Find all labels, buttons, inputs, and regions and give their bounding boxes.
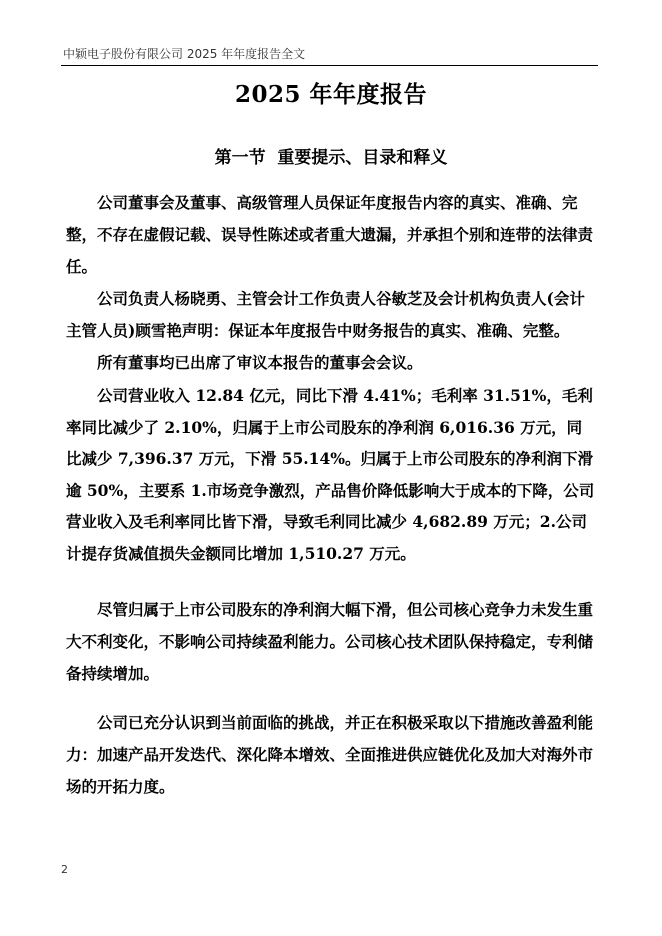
paragraph-block [66,283,596,347]
running-header: 中颖电子股份有限公司 2025 年年度报告全文 [63,47,306,61]
paragraph-financial-results: 公司营业收入 12.84 亿元，同比下滑 4.41%；毛利率 31.51%，毛利率同比减少了 2.10%，归属于上市公司股东的净利润 6,016.36 万元，同比减少 7,396.37 万元，下滑 55.14%。归属于上市公司股东的净利润下滑逾 50%，主要系 1.市场竞争激烈，产品售价降低影响大于成本的下降，公司营业收入及毛利率同比皆下滑，导致毛利同比减少 4,682.89 万元；2.公司计提存货减值损失金额同比增加 1,510.27 万元。 [66,386,595,563]
paragraph-responsible-persons: 公司负责人杨晓勇、主管会计工作负责人谷敏芝及会计机构负责人(会计主管人员)顾雪艳声明：保证本年度报告中财务报告的真实、准确、完整。 [66,289,585,340]
paragraph-block [66,187,596,283]
page-number: 2 [61,863,68,876]
paragraph-improvement-measures: 公司已充分认识到当前面临的挑战，并正在积极采取以下措施改善盈利能力：加速产品开发迭代、深化降本增效、全面推进供应链优化及加大对海外市场的开拓力度。 [66,713,594,796]
document-title: 2025 年年度报告 [234,81,428,108]
paragraph-block [66,707,596,803]
paragraph-board-guarantee: 公司董事会及董事、高级管理人员保证年度报告内容的真实、准确、完整，不存在虚假记载、误导性陈述或者重大遗漏，并承担个别和连带的法律责任。 [66,193,594,276]
paragraph-block [66,594,596,690]
section-title: 第一节 重要提示、目录和释义 [214,148,448,168]
paragraph-block [66,380,596,569]
header-divider [61,65,598,66]
paragraph-block [66,347,596,379]
paragraph-core-competitiveness: 尽管归属于上市公司股东的净利润大幅下滑，但公司核心竞争力未发生重大不利变化，不影响公司持续盈利能力。公司核心技术团队保持稳定，专利储备持续增加。 [66,600,594,683]
paragraph-directors-attendance: 所有董事均已出席了审议本报告的董事会会议。 [97,353,423,372]
